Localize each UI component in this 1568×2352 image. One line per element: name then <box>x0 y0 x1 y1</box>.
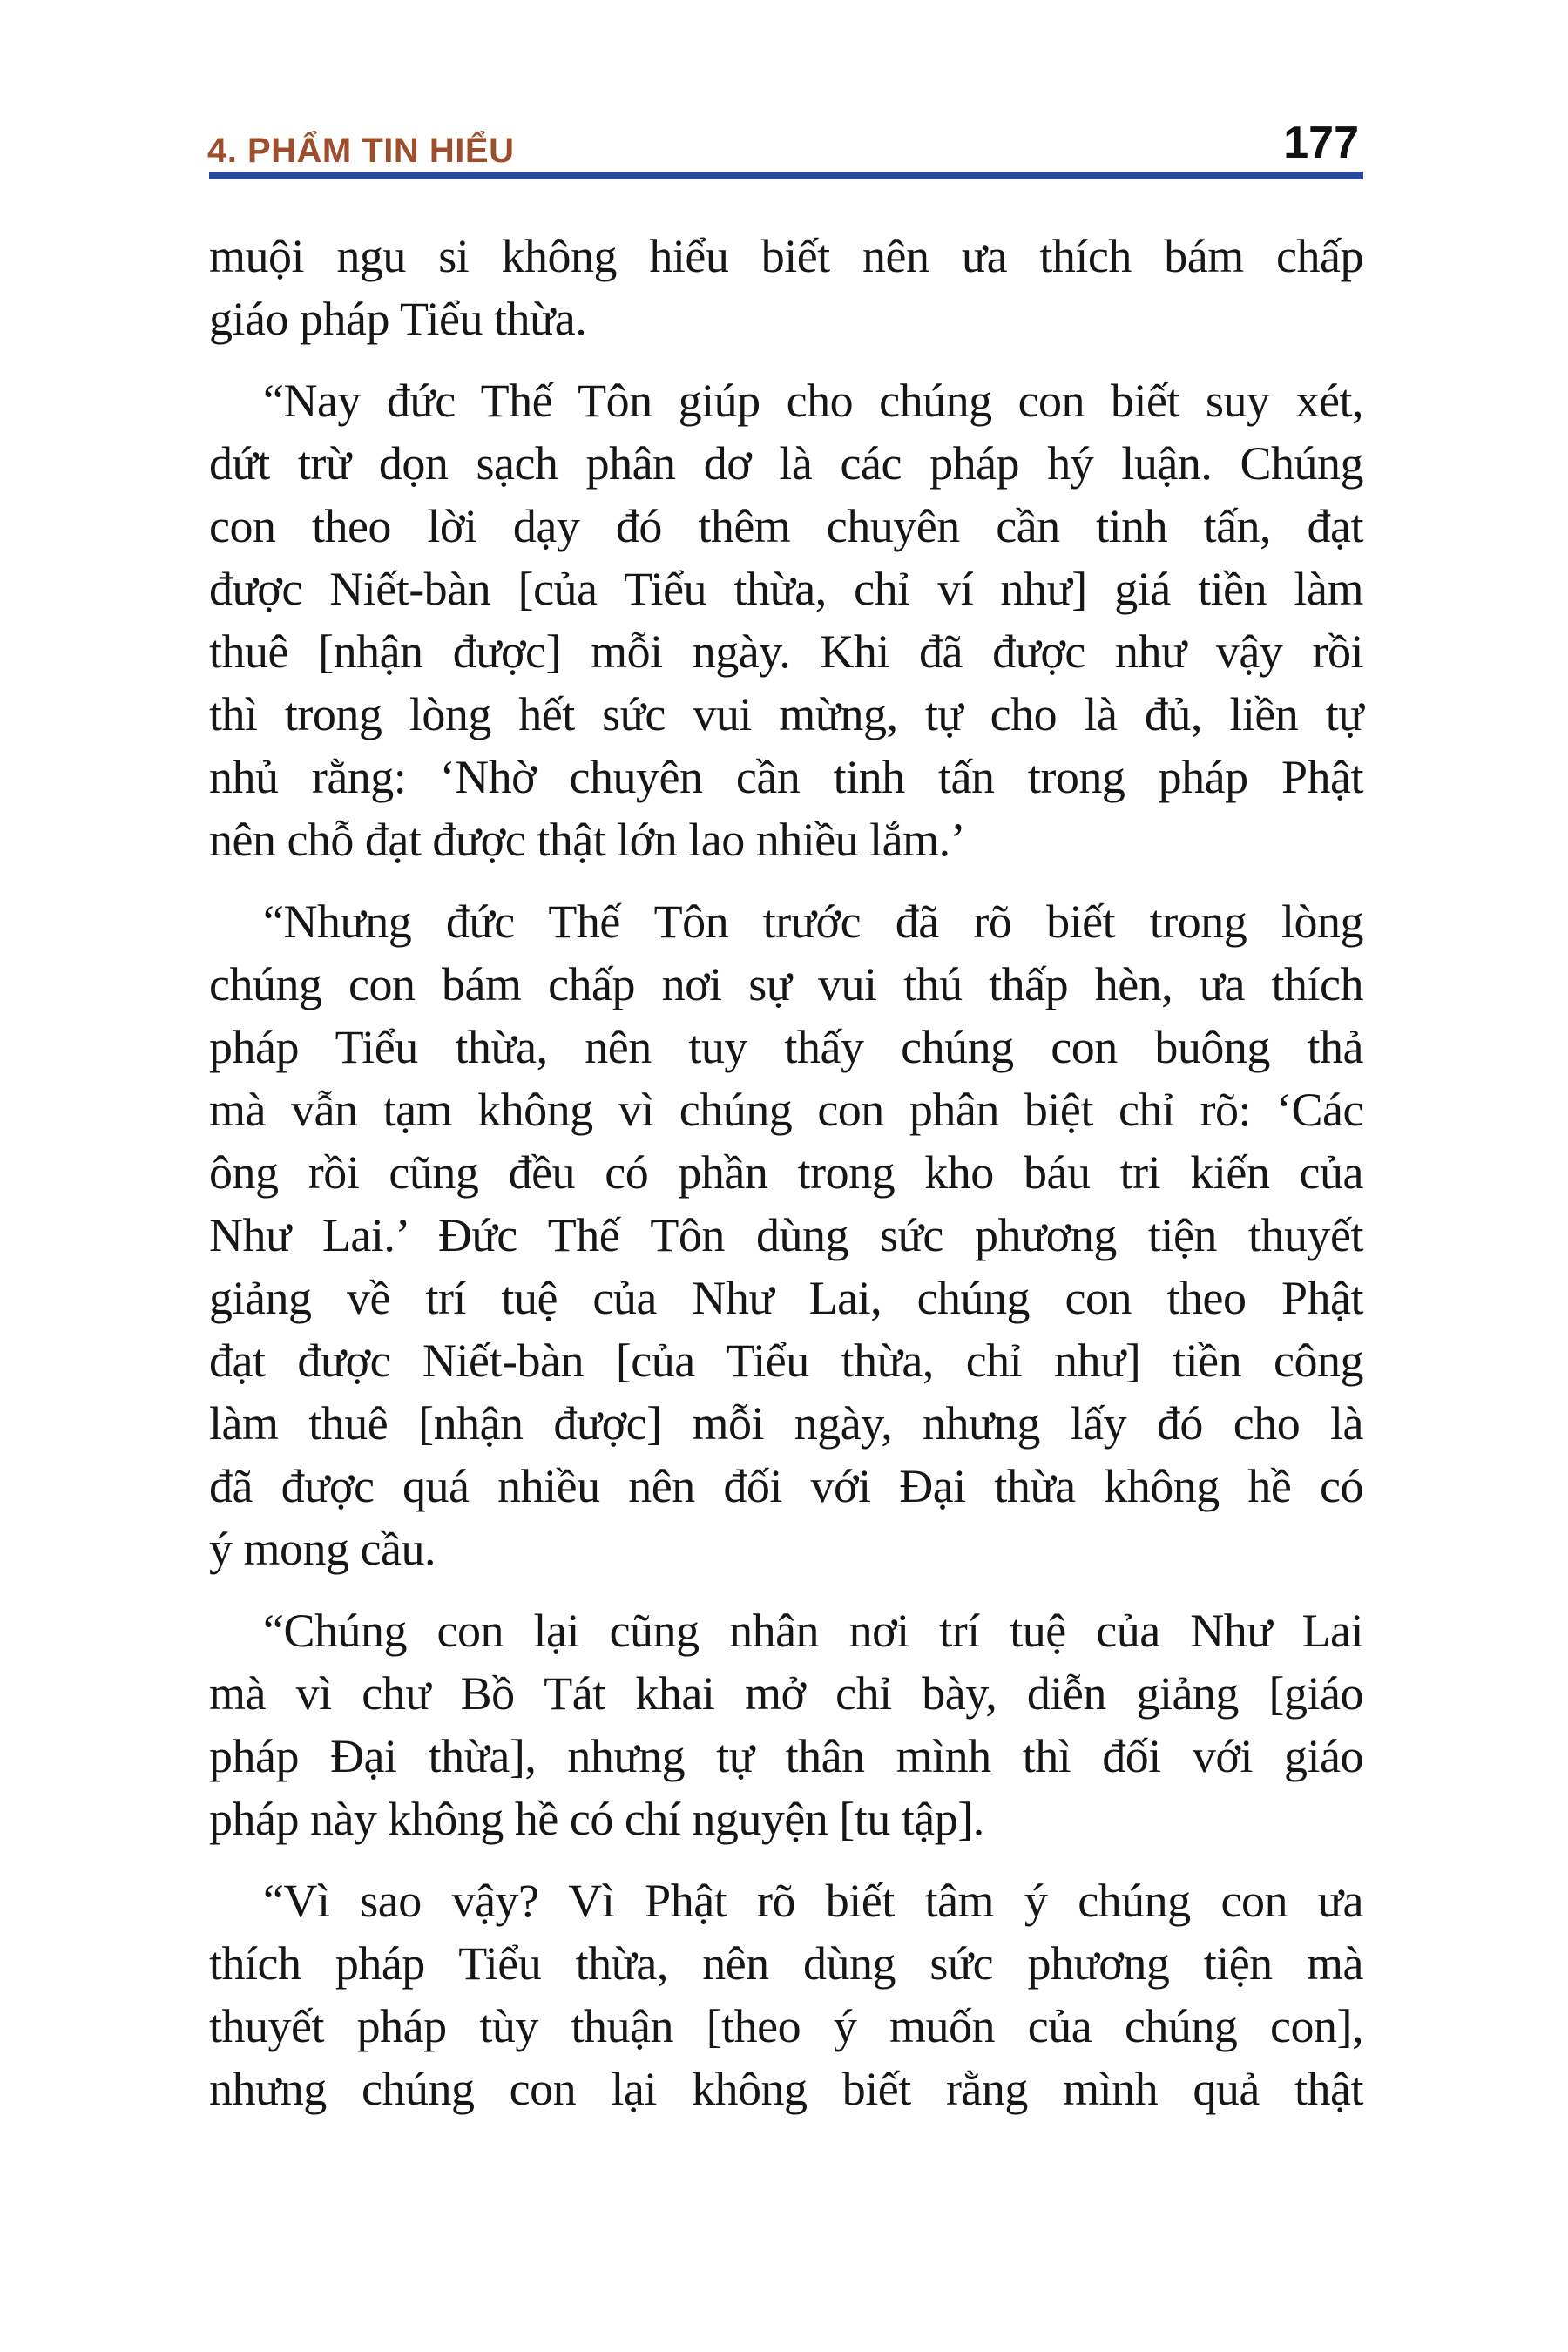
text-line: ý mong cầu. <box>209 1523 436 1575</box>
header-rule-divider <box>209 172 1363 179</box>
text-line: “Vì sao vậy? Vì Phật rõ biết tâm ý chúng con ưa <box>263 1875 1363 1927</box>
text-line: con theo lời dạy đó thêm chuyên cần tinh tấn, đạt <box>209 500 1363 552</box>
text-line: thuê [nhận được] mỗi ngày. Khi đã được như vậy rồi <box>209 625 1363 678</box>
text-line: “Nhưng đức Thế Tôn trước đã rõ biết trong lòng <box>263 896 1363 948</box>
text-line: Như Lai.’ Đức Thế Tôn dùng sức phương tiện thuyết <box>209 1209 1363 1261</box>
text-line: giáo pháp Tiểu thừa. <box>209 293 587 345</box>
text-line: “Nay đức Thế Tôn giúp cho chúng con biết suy xét, <box>263 375 1363 427</box>
text-line: đạt được Niết-bàn [của Tiểu thừa, chỉ như] tiền công <box>209 1335 1363 1387</box>
paragraph <box>209 1869 1363 2120</box>
text-line: nhưng chúng con lại không biết rằng mình quả thật <box>209 2063 1363 2115</box>
text-line: dứt trừ dọn sạch phân dơ là các pháp hý luận. Chúng <box>209 437 1363 490</box>
text-line: mà vẫn tạm không vì chúng con phân biệt chỉ rõ: ‘Các <box>209 1084 1363 1136</box>
text-line: pháp Tiểu thừa, nên tuy thấy chúng con buông thả <box>209 1021 1363 1073</box>
text-line: “Chúng con lại cũng nhân nơi trí tuệ của Như Lai <box>263 1605 1363 1657</box>
text-line: thuyết pháp tùy thuận [theo ý muốn của chúng con], <box>209 2000 1363 2052</box>
paragraph <box>209 225 1363 350</box>
body-text <box>209 225 1363 2139</box>
text-line: chúng con bám chấp nơi sự vui thú thấp hèn, ưa thích <box>209 958 1363 1010</box>
text-line: nên chỗ đạt được thật lớn lao nhiều lắm.’ <box>209 814 966 866</box>
text-line: làm thuê [nhận được] mỗi ngày, nhưng lấy đó cho là <box>209 1397 1363 1450</box>
paragraph <box>209 890 1363 1580</box>
running-header-chapter-title: 4. PHẨM TIN HIỂU <box>207 132 515 170</box>
text-line: pháp này không hề có chí nguyện [tu tập]. <box>209 1793 984 1845</box>
text-line: thích pháp Tiểu thừa, nên dùng sức phương tiện mà <box>209 1937 1363 1990</box>
paragraph <box>209 369 1363 871</box>
page-number: 177 <box>1283 118 1359 168</box>
text-line: muội ngu si không hiểu biết nên ưa thích bám chấp <box>209 230 1363 282</box>
text-line: mà vì chư Bồ Tát khai mở chỉ bày, diễn giảng [giáo <box>209 1667 1363 1720</box>
paragraph <box>209 1599 1363 1850</box>
text-line: thì trong lòng hết sức vui mừng, tự cho là đủ, liền tự <box>209 688 1363 740</box>
text-line: giảng về trí tuệ của Như Lai, chúng con theo Phật <box>209 1272 1363 1324</box>
text-line: ông rồi cũng đều có phần trong kho báu tri kiến của <box>209 1146 1363 1199</box>
text-line: đã được quá nhiều nên đối với Đại thừa không hề có <box>209 1460 1363 1512</box>
text-line: nhủ rằng: ‘Nhờ chuyên cần tinh tấn trong pháp Phật <box>209 751 1363 803</box>
text-line: được Niết-bàn [của Tiểu thừa, chỉ ví như] giá tiền làm <box>209 563 1363 615</box>
text-line: pháp Đại thừa], nhưng tự thân mình thì đối với giáo <box>209 1730 1363 1782</box>
